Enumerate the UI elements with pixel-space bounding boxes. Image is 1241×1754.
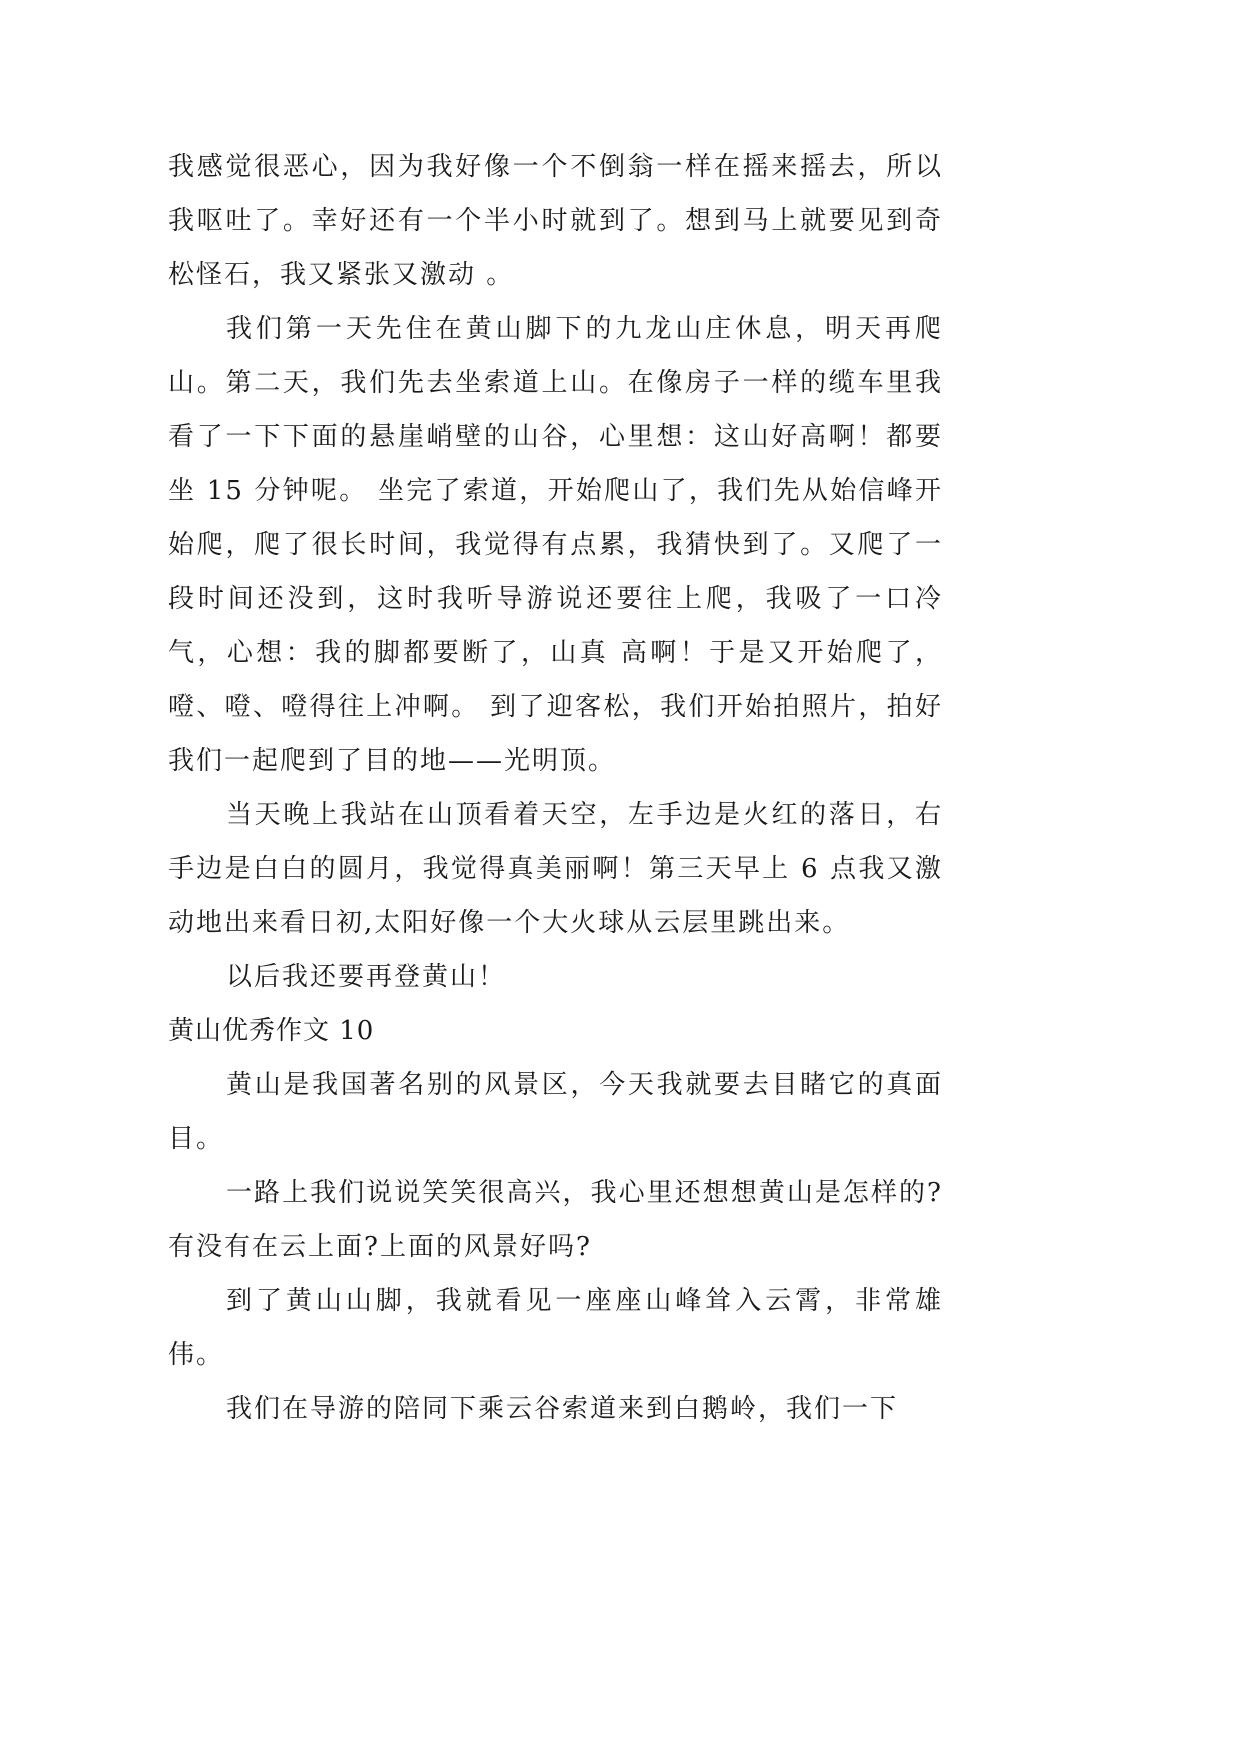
paragraph: 我们在导游的陪同下乘云谷索道来到白鹅岭，我们一下 xyxy=(226,1394,899,1424)
paragraph-continued: 我感觉很恶心，因为我好像一个不倒翁一样在摇来摇去，所以我呕吐了。幸好还有一个半小时就到了。想到马上就要见到奇松怪石，我又紧张又激动 。 xyxy=(168,152,943,290)
paragraph: 当天晚上我站在山顶看着天空，左手边是火红的落日，右手边是白白的圆月，我觉得真美丽啊！第三天早上 6 点我又激动地出来看日初,太阳好像一个大火球从云层里跳出来。 xyxy=(168,800,943,938)
paragraph: 一路上我们说说笑笑很高兴，我心里还想想黄山是怎样的?有没有在云上面?上面的风景好吗? xyxy=(168,1178,943,1262)
paragraph: 以后我还要再登黄山！ xyxy=(226,962,507,992)
document-body xyxy=(168,140,943,1436)
paragraph: 到了黄山山脚，我就看见一座座山峰耸入云霄，非常雄伟。 xyxy=(168,1286,943,1370)
section-heading: 黄山优秀作文 10 xyxy=(168,1016,375,1046)
paragraph: 黄山是我国著名别的风景区，今天我就要去目睹它的真面目。 xyxy=(168,1070,943,1154)
paragraph: 我们第一天先住在黄山脚下的九龙山庄休息，明天再爬山。第二天，我们先去坐索道上山。在像房子一样的缆车里我看了一下下面的悬崖峭壁的山谷，心里想：这山好高啊！都要坐 15 分钟呢。 坐完了索道，开始爬山了，我们先从始信峰开始爬，爬了很长时间，我觉得有点累，我猜快到了。又爬了一段时间还没到，这时我听导游说还要往上爬，我吸了一口冷气，心想：我的脚都要断了，山真 高啊！于是又开始爬了，噔、噔、噔得往上冲啊。 到了迎客松，我们开始拍照片，拍好我们一起爬到了目的地——光明顶。 xyxy=(168,314,943,776)
